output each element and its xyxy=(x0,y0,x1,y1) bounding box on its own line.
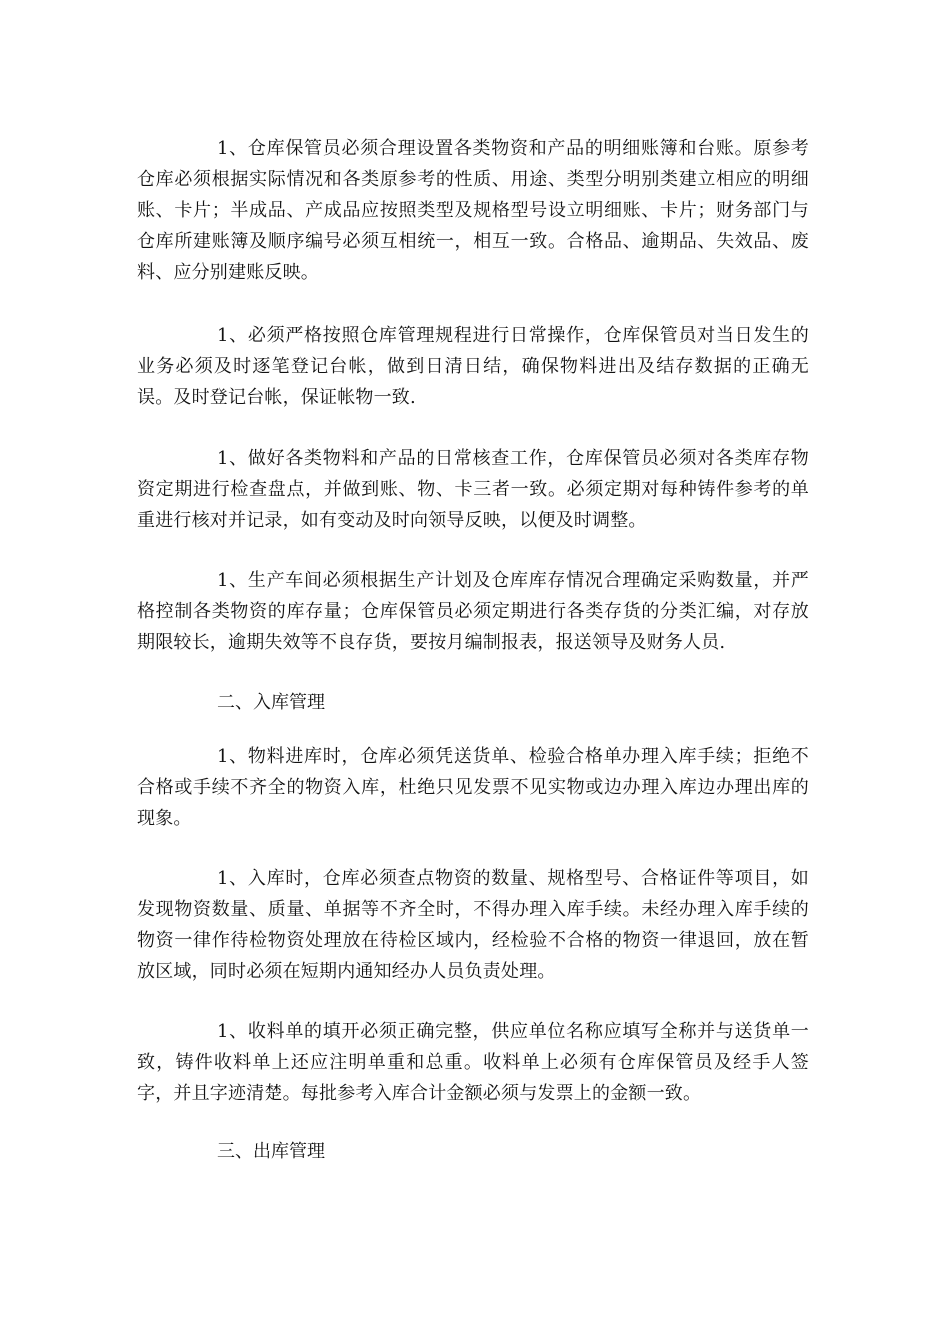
paragraph-receipt-form: 1、收料单的填开必须正确完整，供应单位名称应填写全称并与送货单一致，铸件收料单上还应注明单重和总重。收料单上必须有仓库保管员及经手人签字，并且字迹清楚。每批参考入库合计金额必须与发票上的金额一致。 xyxy=(137,1021,809,1104)
paragraph-daily-operation: 1、必须严格按照仓库管理规程进行日常操作，仓库保管员对当日发生的业务必须及时逐笔登记台帐，做到日清日结，确保物料进出及结存数据的正确无误。及时登记台帐，保证帐物一致. xyxy=(137,325,809,408)
paragraph-ledger-setup: 1、仓库保管员必须合理设置各类物资和产品的明细账簿和台账。原参考仓库必须根据实际情况和各类原参考的性质、用途、类型分明别类建立相应的明细账、卡片；半成品、产成品应按照类型及规格型号设立明细账、卡片；财务部门与仓库所建账簿及顺序编号必须互相统一，相互一致。合格品、逾期品、失效品、废料、应分别建账反映。 xyxy=(137,138,809,283)
paragraph-stock-control: 1、生产车间必须根据生产计划及仓库库存情况合理确定采购数量，并严格控制各类物资的库存量；仓库保管员必须定期进行各类存货的分类汇编，对存放期限较长，逾期失效等不良存货，要按月编制报表，报送领导及财务人员. xyxy=(137,570,809,653)
paragraph-inventory-check: 1、做好各类物料和产品的日常核查工作，仓库保管员必须对各类库存物资定期进行检查盘点，并做到账、物、卡三者一致。必须定期对每种铸件参考的单重进行核对并记录，如有变动及时向领导反映，以便及时调整。 xyxy=(137,448,809,531)
section-heading-inbound: 二、入库管理 xyxy=(217,692,325,713)
paragraph-inbound-documents: 1、物料进库时，仓库必须凭送货单、检验合格单办理入库手续；拒绝不合格或手续不齐全的物资入库，杜绝只见发票不见实物或边办理入库边办理出库的现象。 xyxy=(137,746,809,829)
section-heading-outbound: 三、出库管理 xyxy=(217,1141,325,1162)
paragraph-inbound-inspection: 1、入库时，仓库必须查点物资的数量、规格型号、合格证件等项目，如发现物资数量、质量、单据等不齐全时，不得办理入库手续。未经办理入库手续的物资一律作待检物资处理放在待检区域内，经检验不合格的物资一律退回，放在暂放区域，同时必须在短期内通知经办人员负责处理。 xyxy=(137,868,809,982)
